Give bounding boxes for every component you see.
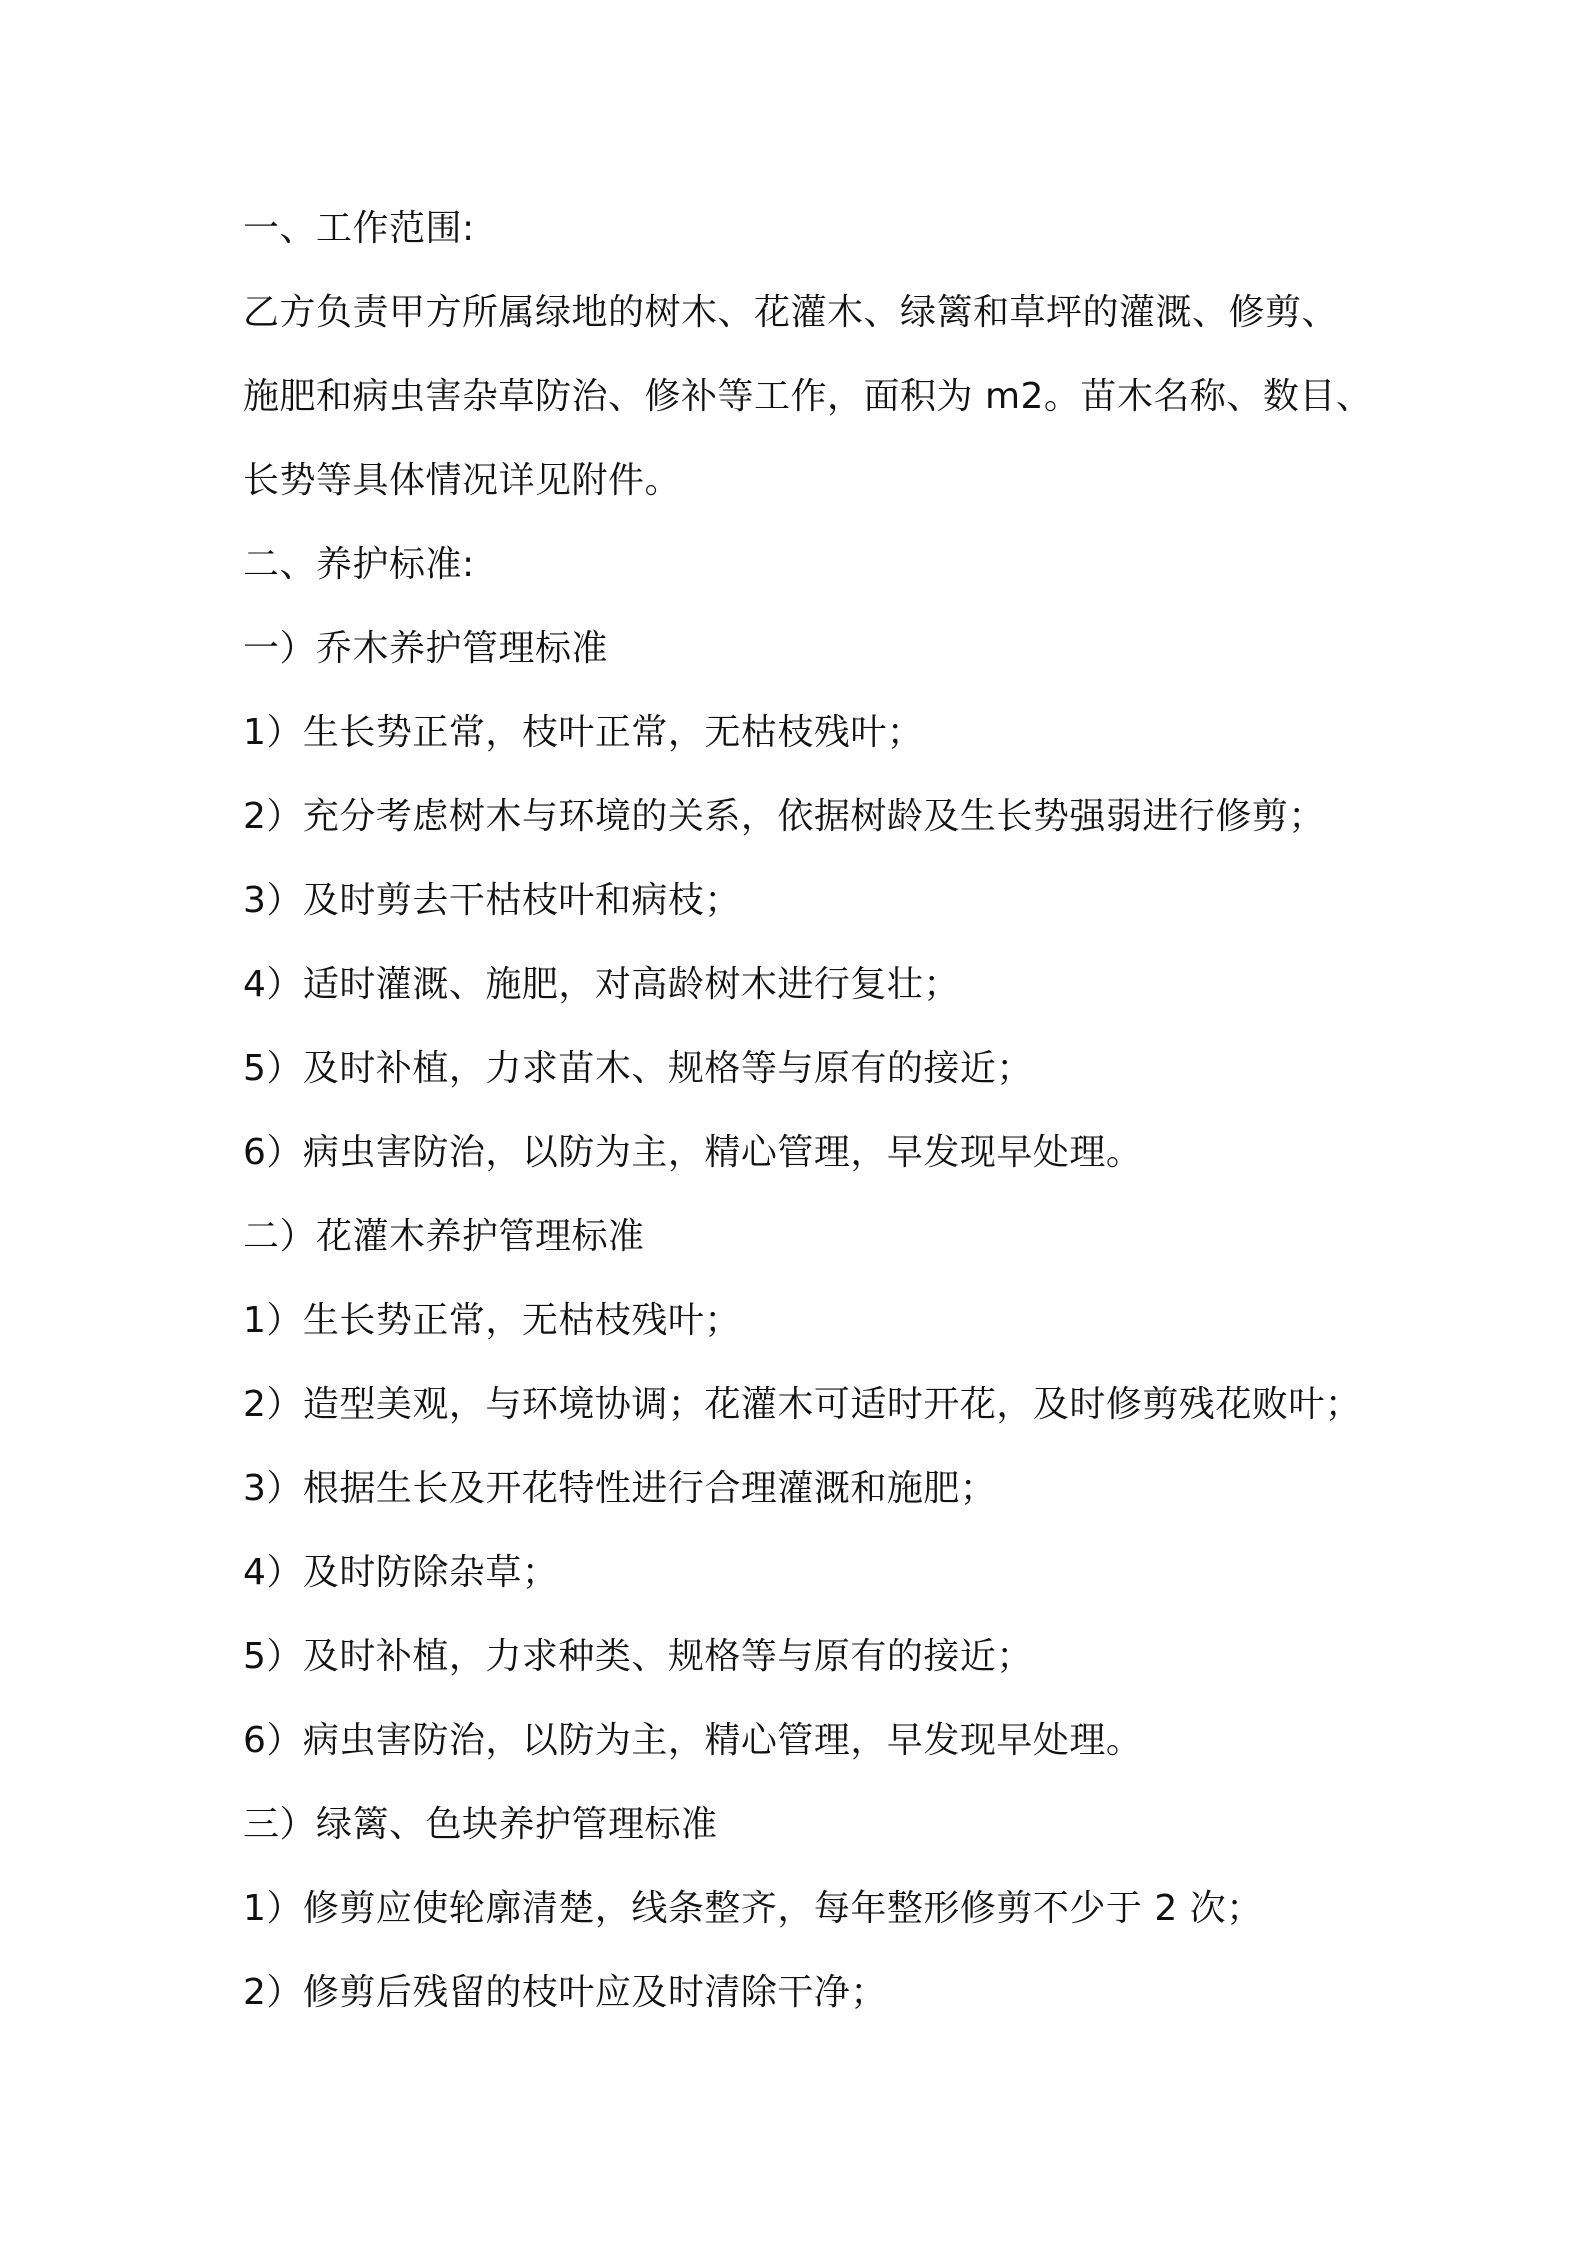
subsection-heading-hedges: 三）绿篱、色块养护管理标准 (243, 1804, 718, 1845)
list-item: 5）及时补植，力求种类、规格等与原有的接近； (243, 1636, 1033, 1677)
paragraph-line: 长势等具体情况详见附件。 (243, 460, 682, 501)
section-heading-maintenance-standards: 二、养护标准: (243, 544, 475, 585)
list-item: 2）修剪后残留的枝叶应及时清除干净； (243, 1972, 887, 2013)
list-item: 1）生长势正常，枝叶正常，无枯枝残叶； (243, 712, 924, 753)
list-item: 5）及时补植，力求苗木、规格等与原有的接近； (243, 1048, 1033, 1089)
list-item: 1）修剪应使轮廓清楚，线条整齐，每年整形修剪不少于 2 次； (243, 1888, 1263, 1929)
list-item: 2）造型美观，与环境协调；花灌木可适时开花，及时修剪残花败叶； (243, 1384, 1362, 1425)
list-item: 2）充分考虑树木与环境的关系，依据树龄及生长势强弱进行修剪； (243, 796, 1325, 837)
subsection-heading-shrubs: 二）花灌木养护管理标准 (243, 1216, 645, 1257)
paragraph-line: 乙方负责甲方所属绿地的树木、花灌木、绿篱和草坪的灌溉、修剪、 (243, 292, 1339, 333)
section-heading-work-scope: 一、工作范围: (243, 208, 475, 249)
subsection-heading-trees: 一）乔木养护管理标准 (243, 628, 609, 669)
list-item: 3）及时剪去干枯枝叶和病枝； (243, 880, 741, 921)
list-item: 6）病虫害防治，以防为主，精心管理，早发现早处理。 (243, 1720, 1143, 1761)
list-item: 4）及时防除杂草； (243, 1552, 559, 1593)
paragraph-line: 施肥和病虫害杂草防治、修补等工作，面积为 m2。苗木名称、数目、 (243, 376, 1373, 417)
list-item: 6）病虫害防治，以防为主，精心管理，早发现早处理。 (243, 1132, 1143, 1173)
document-body (243, 204, 1403, 2052)
list-item: 1）生长势正常，无枯枝残叶； (243, 1300, 741, 1341)
list-item: 3）根据生长及开花特性进行合理灌溉和施肥； (243, 1468, 997, 1509)
list-item: 4）适时灌溉、施肥，对高龄树木进行复壮； (243, 964, 960, 1005)
